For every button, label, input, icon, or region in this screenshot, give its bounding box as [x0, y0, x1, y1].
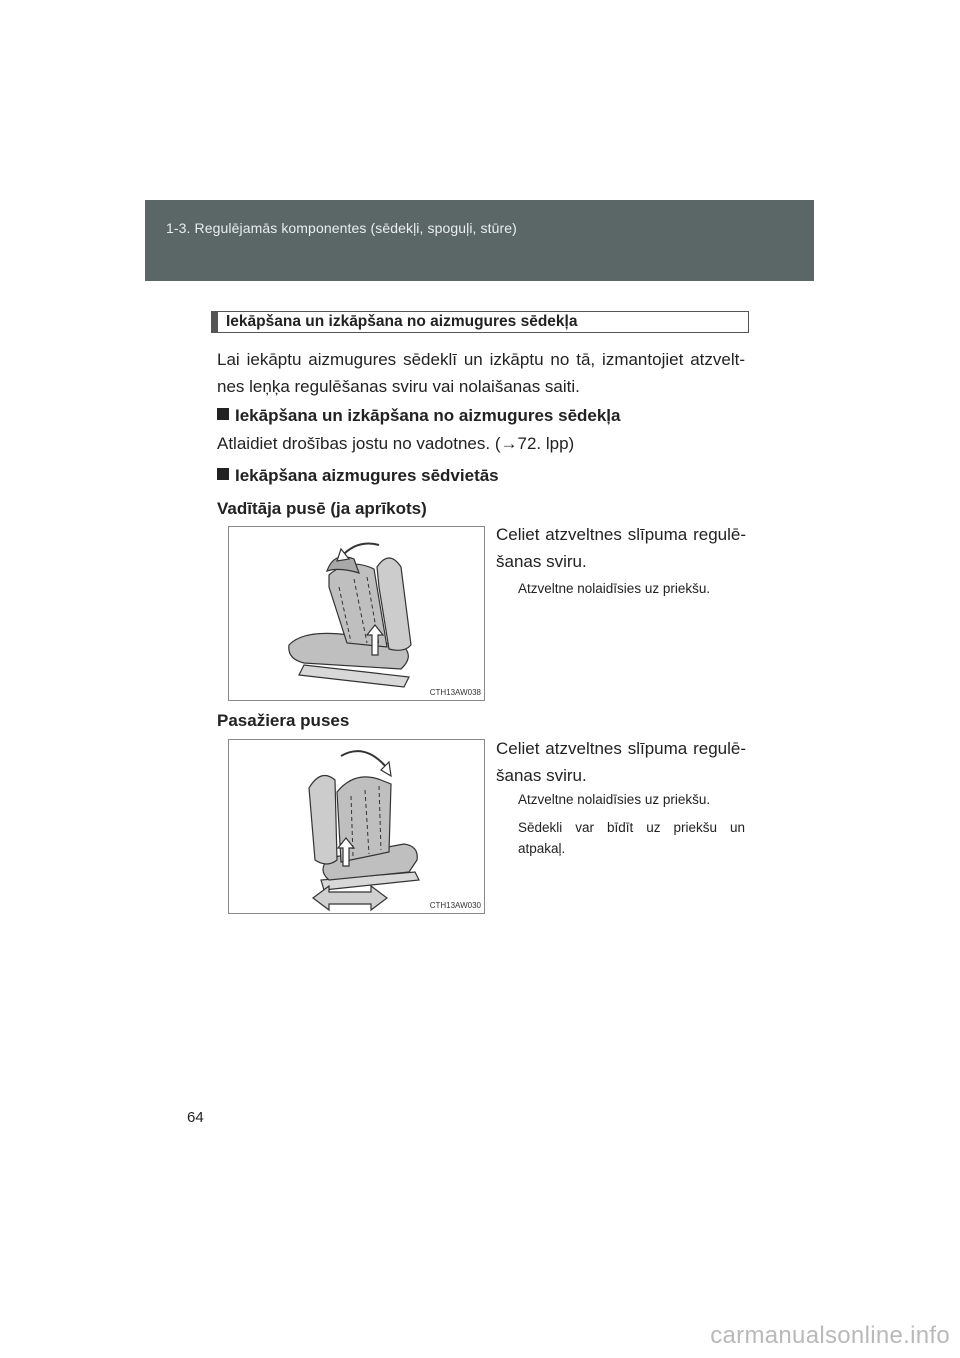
- subsection-heading-2-text: Iekāpšana aizmugures sēdvietās: [235, 466, 499, 485]
- subsection-heading-1-text: Iekāpšana un izkāpšana no aizmugures sēdekļa: [235, 406, 621, 425]
- subsection-heading-1: [217, 402, 621, 429]
- driver-instruction: Celiet atzveltnes slīpuma regulē-šanas sviru.: [496, 525, 746, 571]
- page-number: 64: [187, 1109, 204, 1126]
- passenger-note-2: Sēdekli var bīdīt uz priekšu un atpakaļ.: [518, 820, 745, 856]
- subsection-1-text: Atlaidiet drošības jostu no vadotnes. (→72. lpp): [217, 434, 575, 453]
- intro-paragraph: Lai iekāptu aizmugures sēdeklī un izkāptu no tā, izmantojiet atzvelt-nes leņķa regulēšanas sviru vai nolaišanas saiti.: [217, 350, 745, 396]
- section-title: Iekāpšana un izkāpšana no aizmugures sēdekļa: [226, 313, 578, 330]
- subsection-heading-2: [217, 462, 499, 489]
- driver-seat-figure: [228, 526, 485, 701]
- square-bullet-icon: [217, 408, 229, 420]
- passenger-note-1: Atzveltne nolaidīsies uz priekšu.: [518, 792, 711, 807]
- figure-code: CTH13AW030: [429, 901, 481, 910]
- figure-code: CTH13AW038: [429, 688, 481, 697]
- passenger-seat-figure: [228, 739, 485, 914]
- chapter-title: 1-3. Regulējamās komponentes (sēdekļi, spoguļi, stūre): [166, 220, 517, 236]
- seat-tilt-forward-illustration: [229, 527, 485, 701]
- chapter-header-band: [145, 200, 814, 281]
- watermark: carmanualsonline.info: [710, 1322, 950, 1349]
- square-bullet-icon: [217, 468, 229, 480]
- driver-side-label: Vadītāja pusē (ja aprīkots): [217, 499, 427, 518]
- seat-slide-illustration: [229, 740, 485, 914]
- passenger-instruction: Celiet atzveltnes slīpuma regulē-šanas sviru.: [496, 739, 746, 785]
- driver-note-1: Atzveltne nolaidīsies uz priekšu.: [518, 581, 711, 596]
- passenger-side-label: Pasažiera puses: [217, 711, 350, 730]
- section-title-box: [211, 311, 749, 333]
